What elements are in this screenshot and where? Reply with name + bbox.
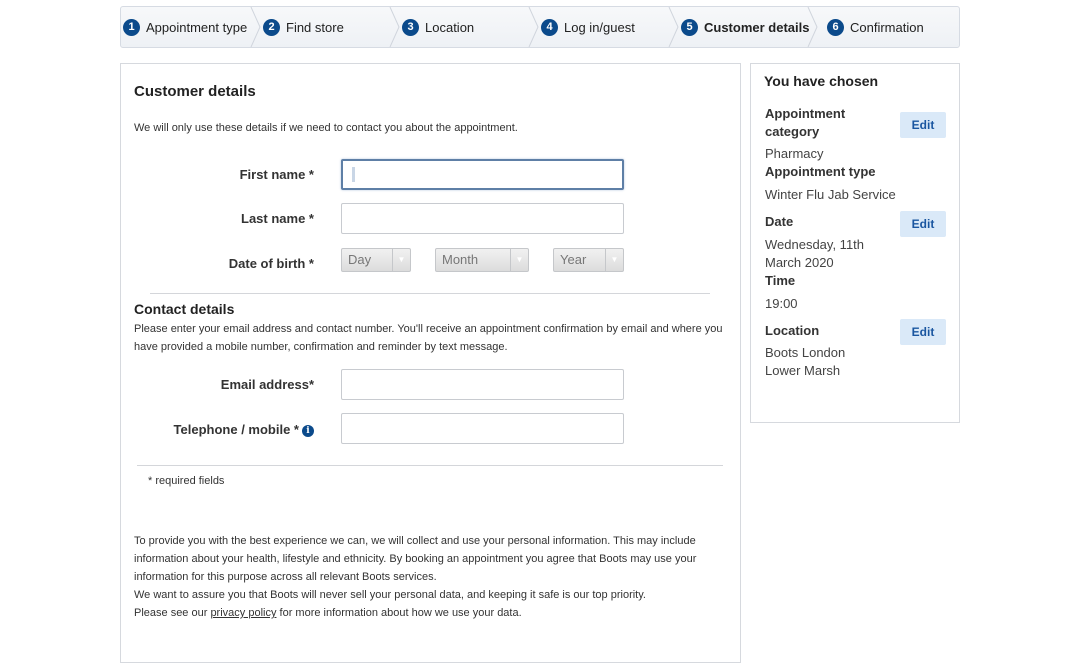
step-label: Confirmation: [850, 19, 924, 35]
customer-details-panel: [120, 63, 741, 663]
step-label: Customer details: [704, 19, 810, 35]
step-customer-details[interactable]: [679, 7, 818, 47]
date-label: Date: [765, 214, 794, 229]
step-find-store[interactable]: [261, 7, 400, 47]
step-number-1: 1: [123, 19, 140, 36]
telephone-input[interactable]: [341, 413, 624, 444]
progress-steps: [120, 6, 960, 48]
chevron-down-icon: ▼: [392, 249, 410, 271]
date-line: Wednesday, 11th: [765, 237, 865, 252]
dob-month-select[interactable]: [435, 248, 529, 272]
section-divider: [150, 293, 710, 294]
step-chevron-icon: [388, 7, 400, 47]
first-name-input[interactable]: [341, 159, 624, 190]
privacy-text-line: We want to assure you that Boots will never sell your personal data, and keeping it safe is our top priority.: [134, 589, 646, 601]
appointment-category-label: [765, 105, 845, 141]
privacy-text-line: information for this purpose across all relevant Boots services.: [134, 571, 437, 583]
privacy-notice: [134, 532, 696, 622]
email-input[interactable]: [341, 369, 624, 400]
chevron-down-icon: ▼: [510, 249, 528, 271]
dob-month-value: Month: [442, 252, 479, 267]
required-fields-note: * required fields: [148, 475, 225, 487]
privacy-text-line: [134, 604, 696, 622]
step-number-2: 2: [263, 19, 280, 36]
last-name-input[interactable]: [341, 203, 624, 234]
step-log-in-guest[interactable]: [539, 7, 679, 47]
step-chevron-icon: [667, 7, 679, 47]
step-label: Location: [425, 19, 475, 35]
dob-year-value: Year: [560, 252, 587, 267]
time-value: 19:00: [765, 296, 798, 311]
label-line: Appointment: [765, 106, 846, 121]
section-divider: [137, 465, 723, 466]
summary-panel: [750, 63, 960, 423]
step-chevron-icon: [527, 7, 539, 47]
step-number-5: 5: [681, 19, 698, 36]
location-value: [765, 344, 845, 380]
info-icon[interactable]: i: [302, 425, 314, 437]
edit-date-button[interactable]: Edit: [900, 211, 946, 237]
step-number-4: 4: [541, 19, 558, 36]
email-label: Email address*: [220, 377, 314, 392]
last-name-label: Last name *: [241, 211, 314, 226]
dob-day-select[interactable]: [341, 248, 411, 272]
time-label: Time: [765, 273, 796, 288]
chevron-down-icon: ▼: [605, 249, 623, 271]
location-line: Lower Marsh: [765, 363, 841, 378]
intro-text: We will only use these details if we need to contact you about the appointment.: [134, 122, 518, 134]
edit-category-button[interactable]: Edit: [900, 112, 946, 138]
step-chevron-icon: [249, 7, 261, 47]
step-number-6: 6: [827, 19, 844, 36]
page-title: Customer details: [134, 83, 256, 100]
step-label: Log in/guest: [564, 19, 635, 35]
appointment-category-value: Pharmacy: [765, 146, 824, 161]
dob-year-select[interactable]: [553, 248, 624, 272]
label-line: category: [765, 124, 820, 139]
date-of-birth-label: Date of birth *: [228, 256, 314, 271]
step-confirmation[interactable]: [818, 7, 957, 47]
dob-day-value: Day: [348, 252, 372, 267]
step-location[interactable]: [400, 7, 539, 47]
edit-location-button[interactable]: Edit: [900, 319, 946, 345]
step-label: Appointment type: [146, 19, 248, 35]
privacy-text-line: To provide you with the best experience we can, we will collect and use your personal information. This may include: [134, 535, 696, 547]
telephone-label: [141, 422, 314, 437]
contact-details-title: Contact details: [134, 301, 235, 317]
contact-text-line: have provided a mobile number, confirmation and reminder by text message.: [134, 341, 508, 353]
step-number-3: 3: [402, 19, 419, 36]
step-chevron-icon: [806, 7, 818, 47]
privacy-text: for more information about how we use your data.: [276, 607, 522, 619]
location-line: Boots London: [765, 345, 846, 360]
privacy-text: Please see our: [134, 607, 211, 619]
appointment-type-value: Winter Flu Jab Service: [765, 187, 896, 202]
contact-details-text: [134, 320, 723, 356]
text-caret: [352, 167, 355, 182]
privacy-policy-link[interactable]: privacy policy: [210, 607, 277, 619]
contact-text-line: Please enter your email address and contact number. You'll receive an appointment confirmation by email and where you: [134, 323, 723, 335]
step-appointment-type[interactable]: [121, 7, 261, 47]
privacy-text-line: information about your health, lifestyle and ethnicity. By booking an appointment you agree that Boots may use your: [134, 553, 697, 565]
location-label: Location: [765, 323, 820, 338]
telephone-label-text: Telephone / mobile *: [173, 422, 299, 437]
appointment-type-label: Appointment type: [765, 164, 876, 179]
date-value: [765, 236, 864, 272]
first-name-label: First name *: [239, 167, 314, 182]
step-label: Find store: [286, 19, 344, 35]
summary-title: You have chosen: [764, 73, 879, 89]
date-line: March 2020: [765, 255, 834, 270]
